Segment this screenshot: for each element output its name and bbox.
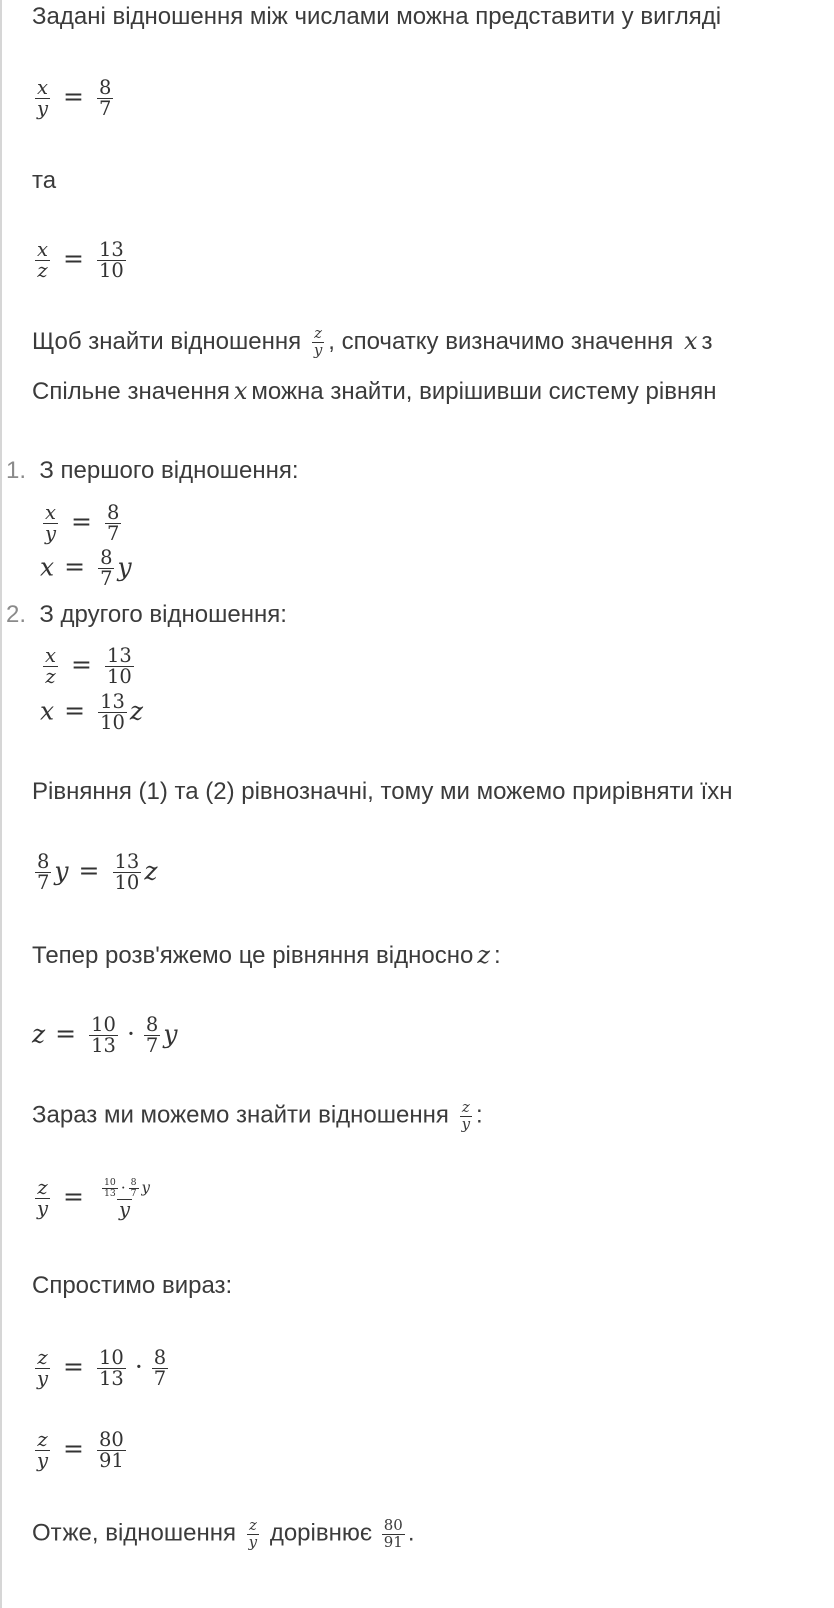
fraction-8-over-7: $\frac{8}{7}$	[98, 76, 112, 121]
paragraph-find-z-over-y: Зараз ми можемо знайти відношення $\frac{z}{y}$ :	[32, 1098, 483, 1133]
equation-7: $\frac{z}{y}$ = $\frac{80}{91}$	[37, 1428, 124, 1473]
equation-2: $\frac{x}{z}$ = $\frac{13}{10}$	[37, 238, 124, 283]
step-1-equation-a: $\frac{x}{y}$ = $\frac{8}{7}$	[45, 501, 120, 546]
paragraph-find-ratio: Щоб знайти відношення $\frac{z}{y}$ , спочатку визначимо значення x з	[32, 324, 713, 360]
equation-6: $\frac{z}{y}$ = $\frac{10}{13}$ · $\frac{8}{7}$	[37, 1346, 167, 1391]
equation-3: $\frac{8}{7}$ y = $\frac{13}{10}$ z	[37, 850, 158, 895]
step-2-equation-a: $\frac{x}{z}$ = $\frac{13}{10}$	[45, 644, 132, 689]
compound-fraction: $\frac{10}{13}$ · $\frac{8}{7}$ y y	[103, 1177, 151, 1221]
and-word: та	[32, 167, 57, 194]
equation-4: z = $\frac{10}{13}$ · $\frac{8}{7}$ y	[32, 1013, 178, 1058]
fraction-x-over-y: $\frac{x}{y}$	[37, 76, 49, 121]
step-2-heading: 2. З другого відношення:	[6, 601, 287, 628]
equation-1: $\frac{x}{y}$ = $\frac{8}{7}$	[37, 76, 112, 121]
paragraph-common-value: Спільне значення x можна знайти, вирішивши систему рівнян	[32, 377, 717, 405]
intro-text: Задані відношення між числами можна представити у вигляді	[32, 3, 722, 30]
conclusion: Отже, відношення $\frac{z}{y}$ дорівнює $\frac{80}{91}$ .	[32, 1516, 415, 1551]
step-2-equation-b: x = $\frac{13}{10}$ z	[40, 690, 144, 735]
step-1-heading: 1. З першого відношення:	[6, 457, 299, 484]
equation-5: $\frac{z}{y}$ = $\frac{10}{13}$ · $\frac{8}{7}$ y y	[37, 1176, 151, 1221]
paragraph-equate: Рівняння (1) та (2) рівнозначні, тому ми можемо прирівняти їхн	[32, 778, 733, 805]
step-1-equation-b: x = $\frac{8}{7}$ y	[40, 546, 132, 591]
paragraph-solve-z: Тепер розв'яжемо це рівняння відносно z :	[32, 941, 501, 969]
paragraph-simplify: Спростимо вираз:	[32, 1272, 233, 1299]
